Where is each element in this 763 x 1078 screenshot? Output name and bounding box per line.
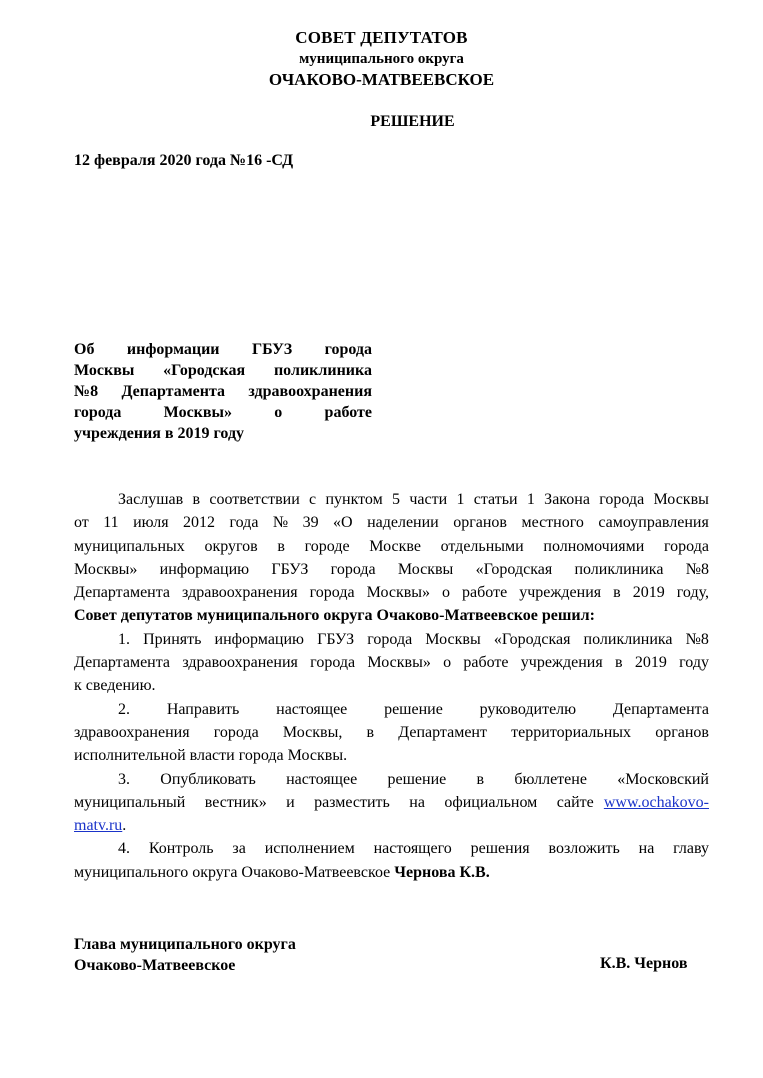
word: года — [229, 514, 259, 532]
word: «Городская — [493, 630, 571, 648]
word: решения — [470, 840, 530, 858]
item1-line — [74, 628, 709, 651]
word: настоящего — [373, 840, 452, 858]
municipal-subtitle: муниципального округа — [299, 51, 464, 67]
word: 1 — [526, 491, 535, 508]
word: 1. — [118, 630, 130, 648]
word: в — [366, 723, 375, 741]
word: в — [613, 584, 621, 602]
word: статьи — [473, 491, 518, 508]
word: о — [442, 584, 451, 602]
word: №8 — [685, 560, 709, 578]
word: Департамент — [398, 723, 487, 741]
word: города — [213, 723, 259, 741]
word: информацию — [214, 630, 304, 648]
word: учреждения — [520, 654, 603, 672]
word: 2. — [118, 700, 130, 718]
decision-body — [74, 488, 709, 884]
word: исполнением — [264, 840, 355, 858]
word: муниципальных — [74, 537, 185, 555]
council-title: СОВЕТ ДЕПУТАТОВ — [295, 28, 468, 47]
word: Москвы — [425, 630, 481, 648]
item3-line — [74, 791, 709, 814]
word: в — [476, 770, 485, 788]
word: 1 — [456, 491, 465, 508]
item2-line — [74, 721, 709, 744]
word: руководителю — [479, 700, 577, 718]
item4-line — [74, 837, 709, 860]
word: здравоохранения — [248, 383, 372, 400]
preamble-line — [74, 488, 709, 511]
word: решение — [387, 770, 447, 788]
word: июля — [133, 514, 169, 532]
word: вестник» — [204, 793, 267, 811]
word: официальном — [444, 793, 538, 811]
item1-line: к сведению. — [74, 677, 156, 695]
word: работе — [324, 404, 372, 421]
word: Контроль — [148, 840, 214, 858]
item4-text: муниципального округа Очаково-Матвеевское — [74, 863, 395, 881]
item3-period: . — [122, 817, 127, 835]
word: отдельными — [440, 537, 524, 555]
word: органов — [655, 723, 709, 741]
word: города — [324, 341, 372, 358]
word: городе — [304, 537, 350, 555]
preamble-line — [74, 511, 709, 534]
word: наделении — [367, 514, 439, 532]
website-link-part2[interactable]: matv.ru — [74, 817, 123, 835]
word: «О — [333, 514, 353, 532]
word: Направить — [166, 700, 240, 718]
word: главу — [673, 840, 709, 858]
date-number: 12 февраля 2020 года №16 -СД — [74, 152, 294, 169]
word: «Городская — [163, 362, 246, 379]
word: № — [272, 514, 289, 532]
word: муниципальный — [74, 793, 186, 811]
word: города — [367, 630, 413, 648]
word: здравоохранения — [182, 654, 298, 672]
subject-line — [74, 339, 372, 360]
word: «Городская — [475, 560, 553, 578]
word: о — [443, 654, 452, 672]
word: города — [664, 537, 709, 555]
word: пунктом — [325, 491, 383, 508]
word: работе — [462, 584, 508, 602]
word: на — [638, 840, 655, 858]
word: 2012 — [183, 514, 216, 532]
district-title: ОЧАКОВО-МАТВЕЕВСКОЕ — [268, 70, 495, 89]
word: Закона — [544, 491, 590, 508]
word: полномочиями — [543, 537, 645, 555]
word: работе — [463, 654, 509, 672]
word: территориальных — [511, 723, 632, 741]
word: в — [277, 537, 285, 555]
signature-title-line: Глава муниципального округа — [74, 936, 296, 953]
word: Принять — [143, 630, 202, 648]
word: Москвы — [74, 362, 135, 379]
word: Москвы, — [282, 723, 343, 741]
word: города — [74, 404, 122, 421]
word: Департамента — [74, 654, 171, 672]
word: Москвы» — [163, 404, 233, 421]
word: Москвы» — [367, 654, 431, 672]
word: здравоохранения — [74, 723, 190, 741]
item4-line — [74, 861, 709, 884]
item3-line — [74, 768, 709, 791]
word: Об — [74, 341, 95, 358]
word: части — [409, 491, 448, 508]
item2-line: исполнительной власти города Москвы. — [74, 747, 348, 765]
word: местного — [521, 514, 584, 532]
signature-name: К.В. Чернов — [600, 955, 688, 972]
word: города — [309, 584, 355, 602]
word: году, — [676, 584, 709, 602]
word: органов — [453, 514, 507, 532]
signature-title — [74, 934, 296, 976]
word: учреждения — [519, 584, 602, 602]
word: 2019 — [634, 654, 667, 672]
word: 39 — [302, 514, 319, 532]
word: Москвы — [397, 560, 454, 578]
word: за — [232, 840, 246, 858]
decision-title: РЕШЕНИЕ — [370, 113, 455, 130]
word: возложить — [548, 840, 620, 858]
subject-line: учреждения в 2019 году — [74, 425, 245, 442]
word: Департамента — [74, 584, 171, 602]
item3-line — [74, 814, 709, 837]
word: ГБУЗ — [251, 341, 293, 358]
word: разместить — [314, 793, 390, 811]
word: города — [330, 560, 376, 578]
word: Москве — [369, 537, 421, 555]
word: округов — [204, 537, 258, 555]
preamble-line — [74, 581, 709, 604]
word: поликлиника — [574, 560, 664, 578]
word: города — [310, 654, 356, 672]
word: №8 — [685, 630, 709, 648]
word: настоящее — [276, 700, 348, 718]
decision-subject — [74, 339, 372, 444]
word: соответствии — [209, 491, 300, 508]
word: решение — [384, 700, 443, 718]
subject-line — [74, 402, 372, 423]
word: Опубликовать — [160, 770, 256, 788]
word: на — [409, 793, 425, 811]
word: 2019 — [632, 584, 665, 602]
word: настоящее — [286, 770, 358, 788]
preamble-line — [74, 535, 709, 558]
word: 4. — [118, 840, 130, 858]
word: ГБУЗ — [317, 630, 355, 648]
word: 3. — [118, 770, 130, 788]
website-link-part1[interactable]: www.ochakovo- — [603, 793, 709, 811]
word: города — [599, 491, 645, 508]
word: бюллетене — [514, 770, 587, 788]
item1-line — [74, 651, 709, 674]
item2-line — [74, 698, 709, 721]
word: информации — [126, 341, 220, 358]
word: с — [309, 491, 317, 508]
word: в — [192, 491, 201, 508]
subject-line — [74, 381, 372, 402]
word: о — [274, 404, 283, 421]
word: и — [286, 793, 295, 811]
word: №8 — [74, 383, 99, 400]
word: «Московский — [617, 770, 709, 788]
word: в — [615, 654, 623, 672]
word: 5 — [392, 491, 401, 508]
word: году — [679, 654, 709, 672]
word: Департамента — [612, 700, 709, 718]
word: ГБУЗ — [271, 560, 309, 578]
word: Москвы» — [74, 560, 138, 578]
subject-line — [74, 360, 372, 381]
word: сайте — [556, 793, 594, 811]
word: самоуправления — [598, 514, 709, 532]
word: поликлиника — [583, 630, 673, 648]
word: здравоохранения — [182, 584, 298, 602]
signature-title-line: Очаково-Матвеевское — [74, 957, 236, 974]
word: Департамента — [121, 383, 226, 400]
word: поликлиника — [273, 362, 372, 379]
word: Москвы — [653, 491, 709, 508]
item4-bold-name: Чернова К.В. — [394, 863, 490, 881]
word: Заслушав — [118, 491, 184, 508]
item3-words — [74, 791, 594, 814]
word: информацию — [159, 560, 250, 578]
preamble-line — [74, 558, 709, 581]
word: от — [74, 514, 89, 532]
word: 11 — [103, 514, 119, 532]
word: Москвы» — [366, 584, 431, 602]
resolved-line: Совет депутатов муниципального округа Очаково-Матвеевское решил: — [74, 607, 595, 625]
